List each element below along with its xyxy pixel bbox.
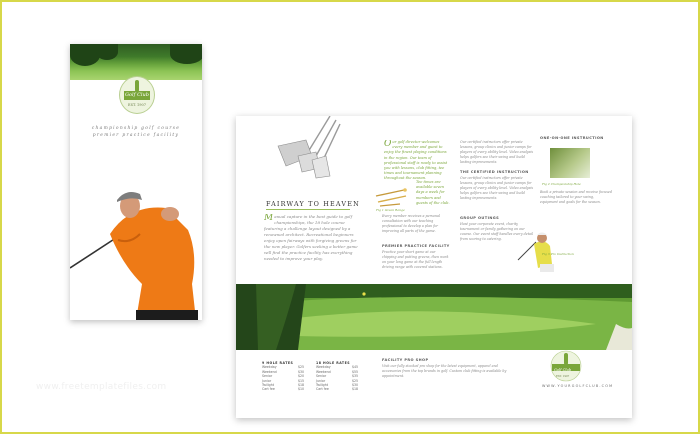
rate-row <box>262 387 304 391</box>
teetimes-paragraph: Tee times are available seven days a week for members and guests of the club. <box>416 180 450 205</box>
course-thumbnail-photo <box>550 148 590 178</box>
column3-intro: Our certified instructors offer private lessons, group clinics and junior camps for players of every ability level. Video analysis helps golfers see their swing and build lasting improvements. <box>460 140 534 164</box>
rate-label: Weekend <box>316 369 331 374</box>
rate-price: $25 <box>298 365 305 370</box>
rate-price: $35 <box>352 374 359 379</box>
instruction-heading: THE CERTIFIED INSTRUCTION <box>460 170 529 174</box>
heading-rule <box>266 209 350 210</box>
cover-tagline-2: premier practice facility <box>92 133 180 138</box>
golf-tees-photo <box>374 182 410 210</box>
rate-price: $18 <box>298 383 305 388</box>
proshop-heading: FACILITY PRO SHOP <box>382 358 429 362</box>
caption-thumb: Fig 2 Championship Hole <box>542 182 581 186</box>
golf-club-emblem <box>119 76 155 114</box>
watermark-text: www.freetemplatefiles.com <box>36 382 167 392</box>
rate-label: Twilight <box>262 383 274 388</box>
intro-paragraph: Manual capture in the best guide to golf championships, the 18 hole course featuring a challenge layout designed by a renowned architect. Recreational beginners enjoy open fairways with forgiving greens for the new player. Golfers seeking a better game will find the practice facility has everything needed to improve your play. <box>264 214 358 261</box>
logo-year: EST. 1907 <box>556 375 570 378</box>
rate-price: $30 <box>352 383 359 388</box>
rate-price: $25 <box>352 378 359 383</box>
proshop-paragraph: Visit our fully stocked pro shop for the latest equipment, apparel and accessories from the top brands in golf. Custom club fitting is available by appointment. <box>382 364 507 378</box>
rate-price: $30 <box>298 369 305 374</box>
website-url: WWW.YOURGOLFCLUB.COM <box>542 384 614 388</box>
welcome-paragraph: Our golf director welcomes every member and guest to enjoy the finest playing conditions in the region. Our team of professional staff is ready to assist you with lessons, club fitting, tee times and tournament planning throughout the season. <box>384 140 448 180</box>
golf-irons-photo <box>272 116 342 180</box>
instruction-paragraph: Our certified instructors offer private lessons, group clinics and junior camps for players of every ability level. Video analysis helps golfers see their swing and build lasting improvements. <box>460 176 534 200</box>
rate-row <box>316 387 358 391</box>
rate-price: $10 <box>298 387 305 392</box>
golfer-followthrough-photo <box>516 224 564 272</box>
rate-price: $45 <box>352 365 359 370</box>
rate-label: Weekday <box>262 365 277 370</box>
oneonone-paragraph: Book a private session and receive focused coaching tailored to your swing, equipment and goals for the season. <box>540 190 612 204</box>
practice-heading: PREMIER PRACTICE FACILITY <box>382 244 450 248</box>
brochure-inside-spread <box>236 116 632 418</box>
rate-label: Senior <box>316 374 327 379</box>
rates-18-title: 18 HOLE RATES <box>316 361 351 365</box>
rate-label: Junior <box>316 378 326 383</box>
caption-tees: Fig 1 Green Range <box>376 208 405 212</box>
golf-club-logo <box>544 350 588 384</box>
rate-price: $55 <box>352 369 359 374</box>
section-heading: FAIRWAY TO HEAVEN <box>266 200 360 208</box>
golfer-swing-photo <box>70 174 202 320</box>
caption-golfer: Fig 3 Pro Instruction <box>542 252 574 256</box>
rate-label: Cart fee <box>262 387 275 392</box>
rate-price: $18 <box>352 387 359 392</box>
rate-label: Junior <box>262 378 272 383</box>
brochure-cover-panel <box>70 44 202 320</box>
logo-label: Golf Club <box>554 368 572 372</box>
rate-label: Twilight <box>316 383 328 388</box>
group-heading: GROUP OUTINGS <box>460 216 500 220</box>
rates-9-title: 9 HOLE RATES <box>262 361 294 365</box>
rate-label: Cart fee <box>316 387 329 392</box>
consult-paragraph: Every member receives a personal consultation with our teaching professional to develop a plan for improving all parts of the game. <box>382 214 440 233</box>
rate-label: Weekend <box>262 369 277 374</box>
fairway-banner-photo <box>236 284 632 350</box>
oneonone-heading: ONE-ON-ONE INSTRUCTION <box>540 136 604 140</box>
rates-9-table <box>262 361 304 392</box>
rate-price: $20 <box>298 374 305 379</box>
rate-label: Weekday <box>316 365 331 370</box>
cover-course-photo <box>70 44 202 80</box>
cover-tagline-1: championship golf course <box>91 126 181 131</box>
rates-18-table <box>316 361 358 392</box>
rate-label: Senior <box>262 374 273 379</box>
practice-paragraph: Practice your short game at our chipping and putting greens, then work on your long game at the full length driving range with covered stations. <box>382 250 449 269</box>
rate-price: $15 <box>298 378 305 383</box>
emblem-year: EST. 1907 <box>128 103 146 107</box>
emblem-label: Golf Club <box>125 92 149 98</box>
group-paragraph: Host your corporate event, charity tournament or family gathering on our course. Our event staff handles every detail from scoring to catering. <box>460 222 534 241</box>
